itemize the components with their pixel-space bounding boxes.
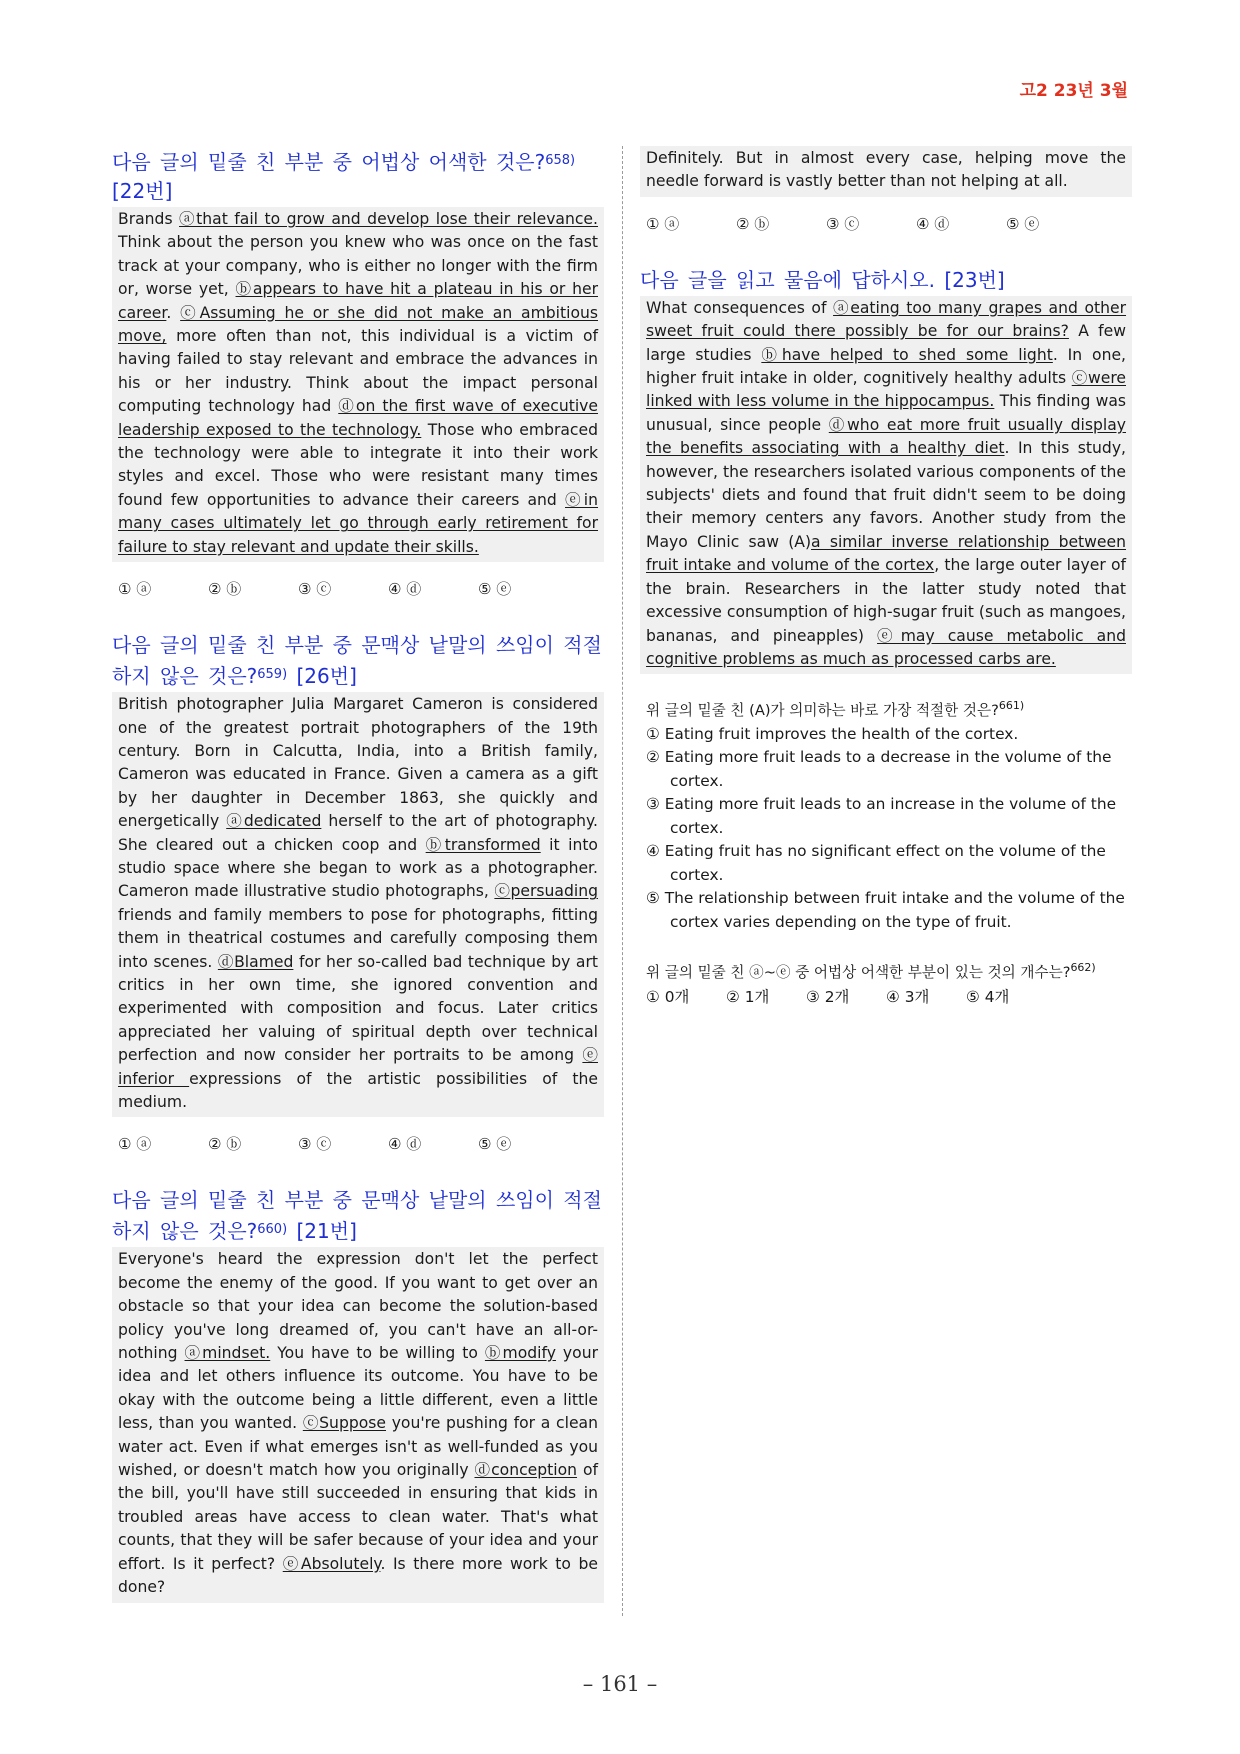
underlined-segment: ⓑhave helped to shed some light <box>761 345 1053 364</box>
text-segment: Brands <box>118 210 180 228</box>
question-658 <box>112 146 604 599</box>
underlined-segment: ⓐdedicated <box>226 812 322 831</box>
underlined-segment: ⓒwere linked with less volume in the hippocampus. <box>646 369 1126 411</box>
passage-658 <box>112 207 604 562</box>
answer-choices <box>118 1133 604 1154</box>
question-title: 다음 글의 밑줄 친 부분 중 문맥상 낱말의 쓰임이 적절하지 않은 것은?$^{659)}$ [26번] <box>112 633 602 689</box>
text-segment: . <box>166 303 181 322</box>
exam-tag: 고2 23년 3월 <box>1019 81 1128 101</box>
text-segment: you're pushing for a clean water act. Even if what emerges isn't as well-funded as you wished, or doesn't match how you originally <box>118 1414 598 1480</box>
text-segment: of the bill, you'll have still succeeded in ensuring that kids in troubled areas have access to clean water. That's what counts, that they will be safer because of your idea and your effort. Is it perfect? <box>118 1461 598 1573</box>
underlined-segment: ⓓon the first wave of executive leadership exposed to the technology. <box>118 397 598 439</box>
column-divider <box>622 146 623 1616</box>
passage-23 <box>640 296 1132 675</box>
passage-659 <box>112 692 604 1117</box>
choice-4[interactable]: ④ ⓓ <box>388 1135 422 1154</box>
question-660 <box>112 1186 604 1602</box>
underlined-segment: ⓔ inferior <box>118 1046 598 1088</box>
choice-2[interactable]: ② ⓑ <box>736 214 770 233</box>
option-3[interactable]: ③ Eating more fruit leads to an increase in the volume of the cortex. <box>646 795 1117 837</box>
page-number: – 161 – <box>582 1672 658 1696</box>
choice-2[interactable]: ② 1개 <box>726 987 770 1006</box>
question-title: 다음 글의 밑줄 친 부분 중 문맥상 낱말의 쓰임이 적절하지 않은 것은?$^{660)}$ [21번] <box>112 1188 602 1244</box>
underlined-segment: ⓒAssuming he or she did not make an ambitious move, <box>118 303 598 346</box>
text-segment: This finding was unusual, since people <box>646 392 1127 434</box>
left-column <box>112 146 604 1625</box>
choice-3[interactable]: ③ ⓒ <box>298 1135 332 1154</box>
underlined-segment: ⓔAbsolutely <box>282 1554 381 1573</box>
option-2[interactable]: ② Eating more fruit leads to a decrease in the volume of the cortex. <box>646 748 1112 790</box>
underlined-segment: ⓔin many cases ultimately let go through early retirement for failure to stay relevant and update their skills. <box>118 490 599 556</box>
text-segment: A few large studies <box>646 322 1126 364</box>
underlined-segment: ⓐthat fail to grow and develop lose their relevance. <box>179 210 598 228</box>
choice-1[interactable]: ① ⓐ <box>646 214 680 233</box>
text-segment: . In one, higher fruit intake in older, cognitively healthy adults <box>646 345 1126 388</box>
text-segment: it into studio space where she began to work as a photographer. Cameron made illustrative studio photographs, <box>118 835 598 901</box>
question-659 <box>112 631 604 1154</box>
text-segment: . In this study, however, the researchers isolated various components of the subjects' diets and found that fruit didn't seem to be doing their memory centers any favors. Another study from the Mayo Clinic saw (A) <box>646 439 1126 551</box>
text-segment: herself to the art of photography. She cleared out a chicken coop and <box>118 812 598 854</box>
underlined-segment: ⓐmindset. <box>184 1344 271 1363</box>
answer-choices <box>646 213 1132 234</box>
answer-choices <box>118 578 604 599</box>
underlined-segment: ⓓconception <box>474 1461 578 1480</box>
question-title: 다음 글을 읽고 물음에 답하시오. [23번] <box>640 267 1005 292</box>
choice-5[interactable]: ⑤ ⓔ <box>478 580 512 599</box>
choice-2[interactable]: ② ⓑ <box>208 580 242 599</box>
choice-1[interactable]: ① 0개 <box>646 987 690 1006</box>
choice-1[interactable]: ① ⓐ <box>118 1135 152 1154</box>
underlined-segment: a similar inverse relationship between fruit intake and volume of the cortex <box>646 532 1127 575</box>
option-5[interactable]: ⑤ The relationship between fruit intake and the volume of the cortex varies depending on the type of fruit. <box>646 889 1125 931</box>
text-segment: for her so-called bad technique by art critics in her own time, she ignored convention and experimented with composition and focus. Later critics appreciated her valuing of spiritual depth over technical perfection and now consider her portraits to be among <box>118 952 598 1065</box>
underlined-segment: ⓔmay cause metabolic and cognitive problems as much as processed carbs are. <box>646 626 1126 668</box>
question-title: 다음 글의 밑줄 친 부분 중 어법상 어색한 것은?$^{658)}$ [22번] <box>112 150 576 203</box>
question-23 <box>640 266 1132 1007</box>
text-segment: friends and family members to pose for photographs, fitting them in theatrical costumes and carefully composing them into scenes. <box>118 905 598 971</box>
underlined-segment: ⓑappears to have hit a plateau in his or her career <box>118 280 598 322</box>
choice-4[interactable]: ④ ⓓ <box>916 214 950 233</box>
choice-5[interactable]: ⑤ 4개 <box>966 987 1010 1006</box>
question-662: 위 글의 밑줄 친 ⓐ~ⓔ 중 어법상 어색한 부분이 있는 것의 개수는?$^{662)}$ <box>646 961 1096 982</box>
choice-3[interactable]: ③ ⓒ <box>826 214 860 233</box>
underlined-segment: ⓒSuppose <box>302 1414 386 1433</box>
text-segment: more often than not, this individual is a victim of having failed to stay relevant and embrace the advances in his or her industry. Think about the impact personal computing technology had <box>118 327 598 416</box>
text-segment: your idea and let others influence its outcome. You have to be okay with the outcome being a little different, even a little less, than you wanted. <box>118 1344 598 1433</box>
text-segment: expressions of the artistic possibilities of the medium. <box>118 1069 599 1111</box>
option-1[interactable]: ① Eating fruit improves the health of the cortex. <box>646 724 1019 743</box>
choice-3[interactable]: ③ 2개 <box>806 987 850 1006</box>
underlined-segment: ⓑmodify <box>484 1344 556 1363</box>
choice-1[interactable]: ① ⓐ <box>118 580 152 599</box>
text-segment: , the large outer layer of the brain. Researchers in the latter study noted that excessive consumption of high-sugar fruit (such as mangoes, bananas, and pineapples) <box>646 556 1126 645</box>
underlined-segment: ⓑtransformed <box>425 835 541 854</box>
choice-4[interactable]: ④ 3개 <box>886 987 930 1006</box>
choice-3[interactable]: ③ ⓒ <box>298 580 332 599</box>
text-segment: Everyone's heard the expression don't let the perfect become the enemy of the good. If you want to get over an obstacle so that your idea can become the solution-based policy you've long dreamed of, you can't have an all-or-nothing <box>118 1250 598 1363</box>
choice-2[interactable]: ② ⓑ <box>208 1135 242 1154</box>
answer-choices <box>646 985 1132 1007</box>
text-segment: Think about the person you knew who was once on the fast track at your company, who is either no longer with the firm or, worse yet, <box>118 233 598 299</box>
passage-660-continued: Definitely. But in almost every case, helping move the needle forward is vastly better than not helping at all. <box>640 146 1132 197</box>
choice-5[interactable]: ⑤ ⓔ <box>1006 214 1040 233</box>
right-column <box>640 146 1132 1029</box>
underlined-segment: ⓐeating too many grapes and other sweet fruit could there possibly be for our brains? <box>646 298 1127 341</box>
text-segment: British photographer Julia Margaret Cameron is considered one of the greatest portrait photographers of the 19th century. Born in Calcutta, India, into a British family, Cameron was educated in France. Given a camera as a gift by her daughter in December 1863, she quickly and energetically <box>118 695 598 831</box>
option-4[interactable]: ④ Eating fruit has no significant effect on the volume of the cortex. <box>646 842 1106 884</box>
choice-5[interactable]: ⑤ ⓔ <box>478 1135 512 1154</box>
passage-660 <box>112 1247 604 1602</box>
question-661: 위 글의 밑줄 친 (A)가 의미하는 바로 가장 적절한 것은?$^{661)}$ <box>646 699 1025 720</box>
text-segment: . Is there more work to be done? <box>118 1554 599 1597</box>
underlined-segment: ⓓwho eat more fruit usually display the benefits associating with a healthy diet <box>646 415 1126 458</box>
choice-4[interactable]: ④ ⓓ <box>388 580 422 599</box>
text-segment: What consequences of <box>646 298 834 317</box>
text-segment: You have to be willing to <box>270 1344 485 1363</box>
underlined-segment: ⓓBlamed <box>217 952 294 971</box>
text-segment: Those who embraced the technology were able to integrate it into their work styles and excel. Those who were resistant many times found few opportunities to advance their careers and <box>118 420 599 509</box>
underlined-segment: ⓒpersuading <box>494 882 598 901</box>
